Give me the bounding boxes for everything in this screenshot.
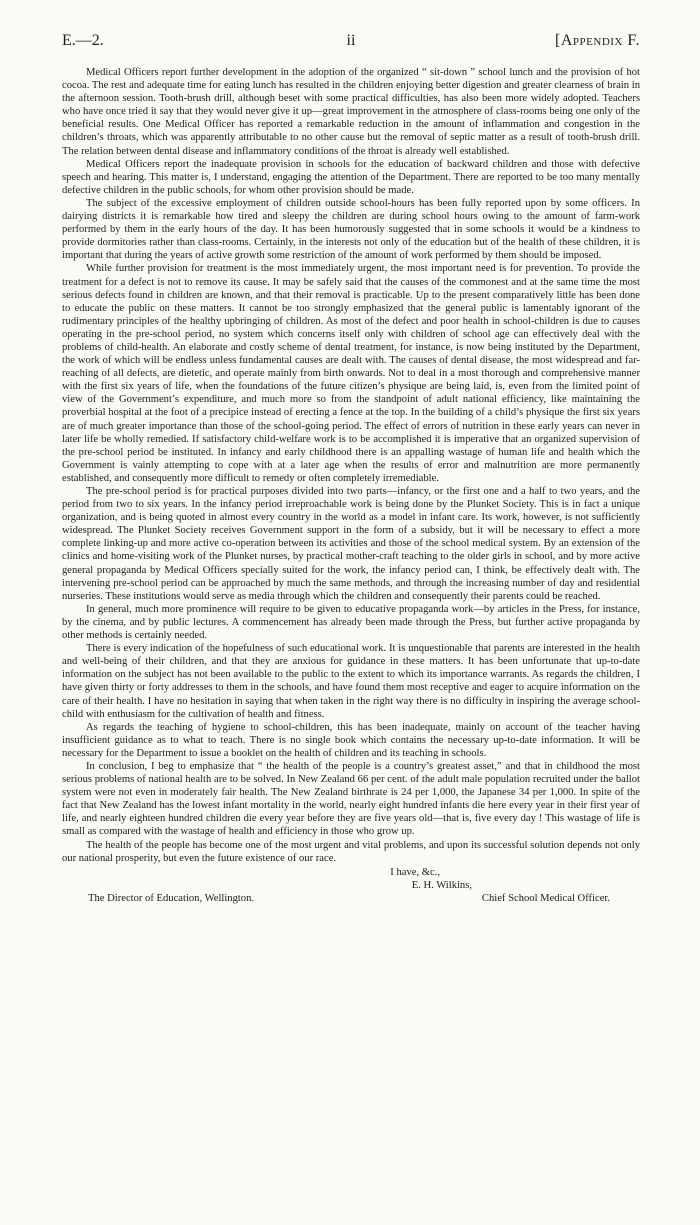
- signature-row: [62, 892, 640, 905]
- paragraph-pre-school: The pre-school period is for practical purposes divided into two parts—infancy, or the first one and a half to two years, and the period from two to six years. In the infancy period irreproachable work is being done by the Plunket Society. This is in fact a unique organization, and is being quoted in almost every country in the world as a model in infant care. Its work, however, is not sufficiently widespread. The Plunket Society receives Government support in the form of a subsidy, but it will be necessary to effect a more complete linking-up and more active co-operation between its activities and those of the school medical system. By an extension of the clinics and home-visiting work of the Plunket nurses, by practical mother-craft teaching to the older girls in school, and by more active general propaganda by Medical Officers specially suited for the work, the infancy period can, I think, be effectively dealt with. The intervening pre-school period can be approached by much the same methods, and through the increasing number of day and residential nurseries. These institutions would serve as media through which the children and consequently their parents could be reached.: [62, 486, 640, 602]
- report-code: E.—2.: [62, 32, 104, 49]
- page-number: ii: [346, 32, 356, 49]
- letter-closing: [62, 866, 640, 905]
- paragraph-prevention: While further provision for treatment is the most immediately urgent, the most important need is for prevention. To provide the treatment for a defect is not to remove its cause. It may be safely said that the causes of the commonest and at the same time the most serious defects found in children are known, and that their removal is practicable. Up to the present comparatively little has been done to educate the public on these matters. It cannot be too strongly emphasized that the general public is lamentably ignorant of the rudimentary principles of the healthy upbringing of children. As most of the defect and poor health in school-children is due to causes operating in the pre-school period, no system which concerns itself only with children of school age can effectively deal with the problems of child-health. An elaborate and costly scheme of dental treatment, for instance, is now being instituted by the Department, the work of which will be endless unless fundamental causes are dealt with. The causes of dental disease, the most widespread and far-reaching of all defects, are dietetic, and operate mainly from birth onwards. Not to deal in a most thorough and comprehensive manner with the first six years of life, when the foundations of the future citizen’s physique are being laid, is, even from the limited point of view of the Government’s expenditure, and much more so from the standpoint of adult national efficiency, like maintaining the proverbial hospital at the foot of a precipice instead of erecting a fence at the top. In the building of a child’s physique the first six years are of much greater importance than those of the school-going period. The effect of errors of nutrition in these early years can never in later life be wholly remedied. If satisfactory child-welfare work is to be accomplished it is imperative that an organized supervision of the pre-school period be instituted. In infancy and early childhood there is an appalling wastage of human life and health which the Government is vainly attempting to cope with at a later age when the results of error and malnutrition are more permanently established, and consequently more difficult to remedy or often completely irremediable.: [62, 263, 640, 484]
- signature: E. H. Wilkins,: [411, 879, 472, 891]
- paragraph-final: The health of the people has become one of the most urgent and vital problems, and upon its successful solution depends not only our national prosperity, but even the future existence of our race.: [62, 839, 640, 864]
- page-header: [62, 32, 640, 52]
- paragraph-lunch: Medical Officers report further development in the adoption of the organized “ sit-down ” school lunch and the provision of hot cocoa. The rest and adequate time for eating lunch has resulted in the children enjoying better digestion and greater clearness of brain in the afternoon session. Tooth-brush drill, although beset with some practical difficulties, has also been more widely adopted. Teachers who have once tried it say that they would never give it up—great improvement in the atmosphere of class-rooms being one only of the beneficial results. One Medical Officer has reported a remarkable reduction in the amount of inflammation and congestion in the children’s throats, which was apparently attributable to no other cause but the removal of septic matter as a result of tooth-brush drill. The relation between dental disease and inflammatory conditions of the throat is already well established.: [62, 67, 640, 157]
- paragraph-hygiene-teaching: As regards the teaching of hygiene to school-children, this has been inadequate, mainly on account of the teacher having insufficient guidance as to what to teach. There is no single book which contains the necessary up-to-date information. It will be necessary for the Department to issue a booklet on the health of children and its teaching in schools.: [62, 721, 640, 759]
- paragraph-educational-work: There is every indication of the hopefulness of such educational work. It is unquestionable that parents are interested in the health and well-being of their children, and that they are anxious for guidance in these matters. It has been unfortunate that up-to-date information on the subject has not been available to the public to the extent to which its importance warrants. As regards the children, I have given thirty or forty addresses to them in the schools, and have found them most receptive and eager to acquire information on the care of their health. I have no hesitation in saying that when taken in the right way there is no difficulty in inspiring the average school-child with enthusiasm for the cultivation of health and fitness.: [62, 643, 640, 720]
- paragraph-conclusion: In conclusion, I beg to emphasize that “ the health of the people is a country’s greatest asset,” and that in childhood the most serious problems of national health are to be solved. In New Zealand 66 per cent. of the adult male population recruited under the ballot system were not even in moderately fair health. The New Zealand birthrate is 24 per 1,000, the Japanese 34 per 1,000. In spite of the fact that New Zealand has the lowest infant mortality in the world, nearly eight hundred infants die here every year in their first year of life, and nearly eighteen hundred children die every year before they are five years old—that is, five every day ! This wastage of life is small as compared with the wastage of health and efficiency in those who grow up.: [62, 760, 640, 838]
- report-body: [62, 66, 640, 905]
- addressee: The Director of Education, Wellington.: [88, 892, 255, 904]
- paragraph-propaganda: In general, much more prominence will require to be given to educative propaganda work—by articles in the Press, for instance, by the cinema, and by public lectures. A commencement has already been made through the Press, but further active propaganda by other methods is certainly needed.: [62, 603, 640, 642]
- appendix-label: [Appendix F.: [555, 32, 640, 49]
- paragraph-employment: The subject of the excessive employment of children outside school-hours has been fully reported upon by some officers. In dairying districts it is remarkable how tired and sleepy the children are during school hours owing to the amount of farm-work performed by them in the early hours of the day. It has been humorously suggested that in some schools it would be a kindness to provide dormitories rather than class-rooms. Certainly, in the interests not only of the education but of the health of these children, it is important that during the years of active growth some restriction of the amount of work performed by them should be imposed.: [62, 197, 640, 262]
- paragraph-backward-children: Medical Officers report the inadequate provision in schools for the education of backward children and those with defective speech and hearing. This matter is, I understand, engaging the attention of the Department. There are reported to be too many mentally defective children in the public schools, for whom other provision should be made.: [62, 158, 640, 196]
- salutation: I have, &c.,: [390, 866, 440, 878]
- signatory-title: Chief School Medical Officer.: [481, 892, 610, 904]
